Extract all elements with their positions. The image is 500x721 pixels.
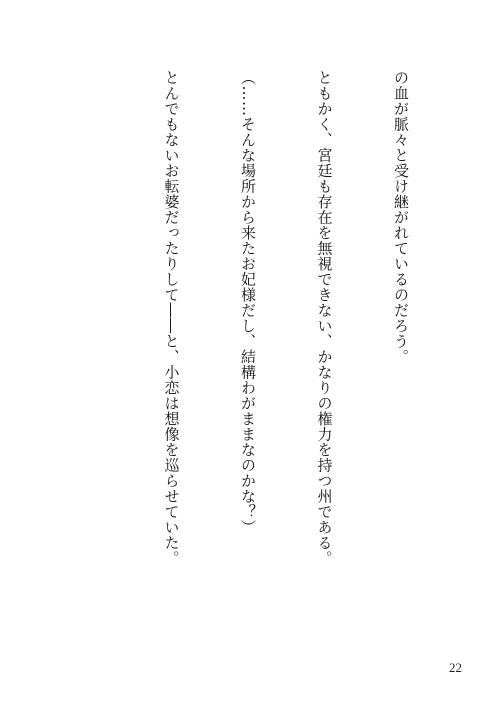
section-gap (36, 70, 82, 625)
body-line: の血が脈々と受け継がれているのだろう。 (392, 70, 410, 365)
body-line: （……そんな場所から来たお妃様だし、結構わがままなのかな？） (239, 70, 257, 535)
page-number: 22 (449, 660, 462, 675)
body-line: とんでもないお転婆だったりして――と、小恋は想像を巡らせていた。 (162, 70, 181, 566)
vertical-text-body (0, 70, 464, 625)
body-line: ともかく、宮廷も存在を無視できない、かなりの権力を持つ州である。 (315, 70, 334, 566)
